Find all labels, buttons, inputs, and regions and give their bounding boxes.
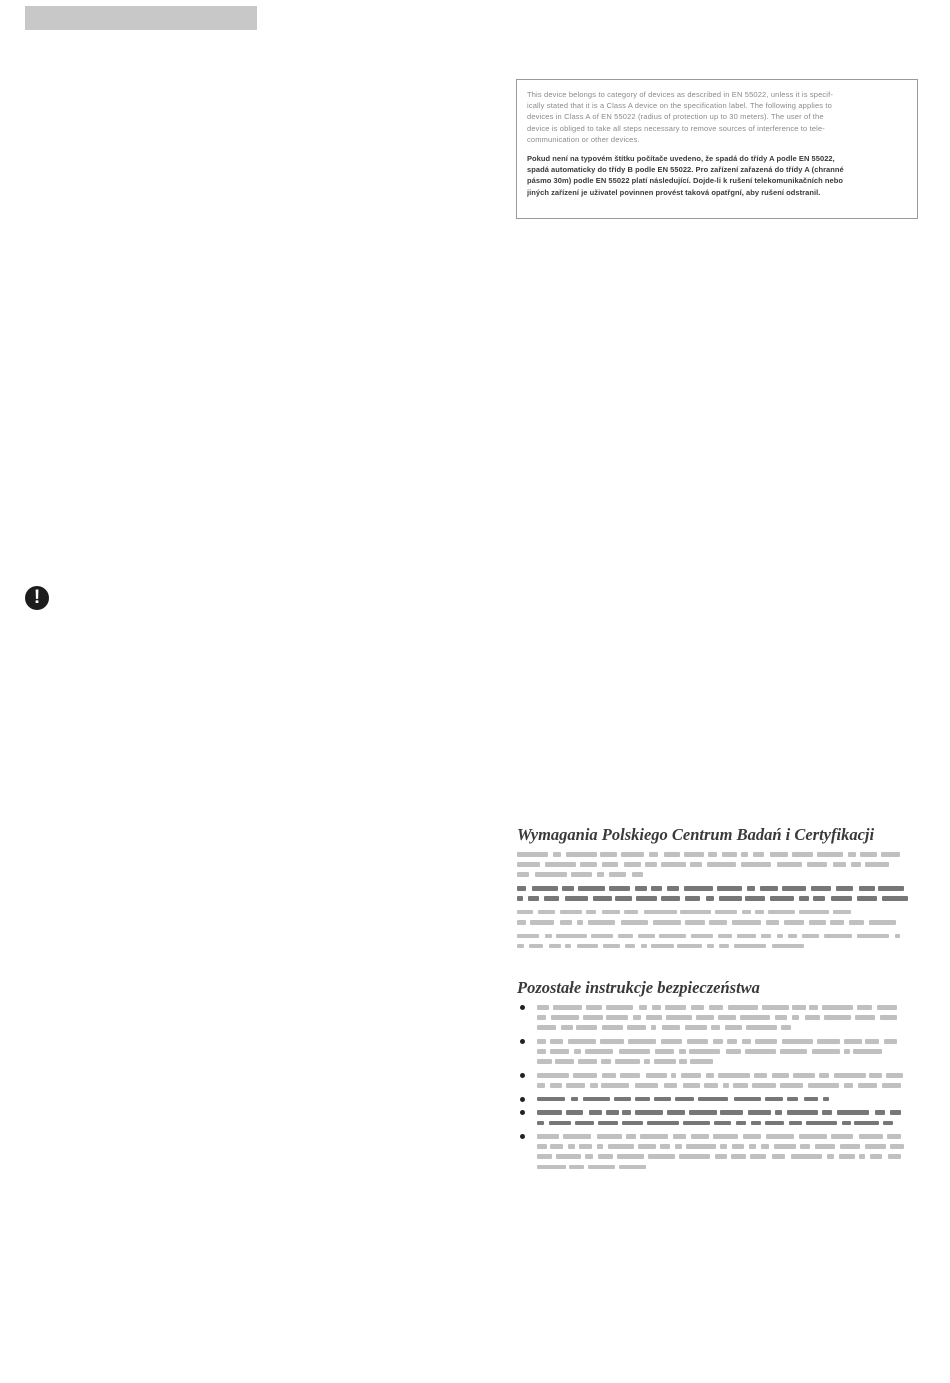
text-line: [517, 943, 912, 951]
text-line: [537, 1164, 912, 1172]
warning-exclamation-icon: !: [25, 586, 49, 610]
text-line: [537, 1014, 912, 1022]
text-line: [537, 1072, 912, 1080]
text-line: [537, 1082, 912, 1090]
safety-bullet-item: [517, 1072, 912, 1090]
notice-line: jiných zařízení je uživatel povinnen provést taková opatřgní, aby rušení odstranil.: [527, 187, 821, 197]
notice-line: devices in Class A of EN 55022 (radius of protection up to 30 meters). The user of the: [527, 112, 824, 122]
text-line: [537, 1120, 912, 1128]
bullet-icon: [520, 1134, 525, 1139]
text-line: [537, 1048, 912, 1056]
certification-paragraphs: [517, 851, 912, 950]
safety-bullet-item: [517, 1096, 912, 1104]
text-line: [537, 1038, 912, 1046]
safety-bullet-item: [517, 1038, 912, 1066]
text-line: [517, 871, 912, 879]
notice-line: ically stated that it is a Class A device on the specification label. The following applies to: [527, 101, 832, 111]
certification-heading: Wymagania Polskiego Centrum Badań i Certyfikacji: [517, 825, 875, 844]
notice-line: Pokud není na typovém štítku počítače uvedeno, že spadá do třídy A podle EN 55022,: [527, 154, 835, 164]
safety-bullet-item: [517, 1004, 912, 1032]
header-bar: [25, 6, 257, 30]
safety-heading: Pozostałe instrukcje bezpieczeństwa: [517, 978, 760, 997]
certification-section: [517, 825, 912, 956]
text-line: [517, 851, 912, 859]
text-line: [537, 1004, 912, 1012]
text-line: [517, 885, 912, 893]
safety-bullet-item: [517, 1133, 912, 1171]
text-line: [537, 1096, 912, 1104]
text-line: [517, 909, 912, 917]
certification-paragraph: [517, 851, 912, 879]
text-line: [537, 1109, 912, 1117]
notice-line: pásmo 30m) podle EN 55022 platí následující. Dojde-li k rušení telekomunikačních nebo: [527, 176, 844, 186]
certification-paragraph: [517, 885, 912, 903]
text-line: [537, 1133, 912, 1141]
bullet-icon: [520, 1097, 525, 1102]
notice-english: [527, 89, 907, 145]
bullet-icon: [520, 1005, 525, 1010]
certification-paragraph: [517, 909, 912, 927]
text-line: [537, 1024, 912, 1032]
safety-section: [517, 978, 912, 1177]
notice-line: device is obliged to take all steps necessary to remove sources of interference to tele-: [527, 123, 825, 133]
notice-line: This device belongs to category of devices as described in EN 55022, unless it is specif-: [527, 90, 834, 99]
text-line: [517, 861, 912, 869]
notice-czech: [527, 153, 907, 198]
text-line: [537, 1143, 912, 1151]
safety-bullet-item: [517, 1109, 912, 1127]
safety-bullet-list: [517, 1004, 912, 1171]
bullet-icon: [520, 1039, 525, 1044]
text-line: [517, 933, 912, 941]
notice-line: spadá automaticky do třídy B podle EN 55022. Pro zařízení zařazená do třídy A (chranné: [527, 165, 844, 175]
text-line: [517, 895, 912, 903]
certification-paragraph: [517, 933, 912, 951]
text-line: [537, 1058, 912, 1066]
bullet-icon: [520, 1073, 525, 1078]
notice-line: communication or other devices.: [527, 134, 640, 144]
bullet-icon: [520, 1110, 525, 1115]
text-line: [537, 1153, 912, 1161]
emc-notice-box: [516, 79, 918, 219]
text-line: [517, 919, 912, 927]
